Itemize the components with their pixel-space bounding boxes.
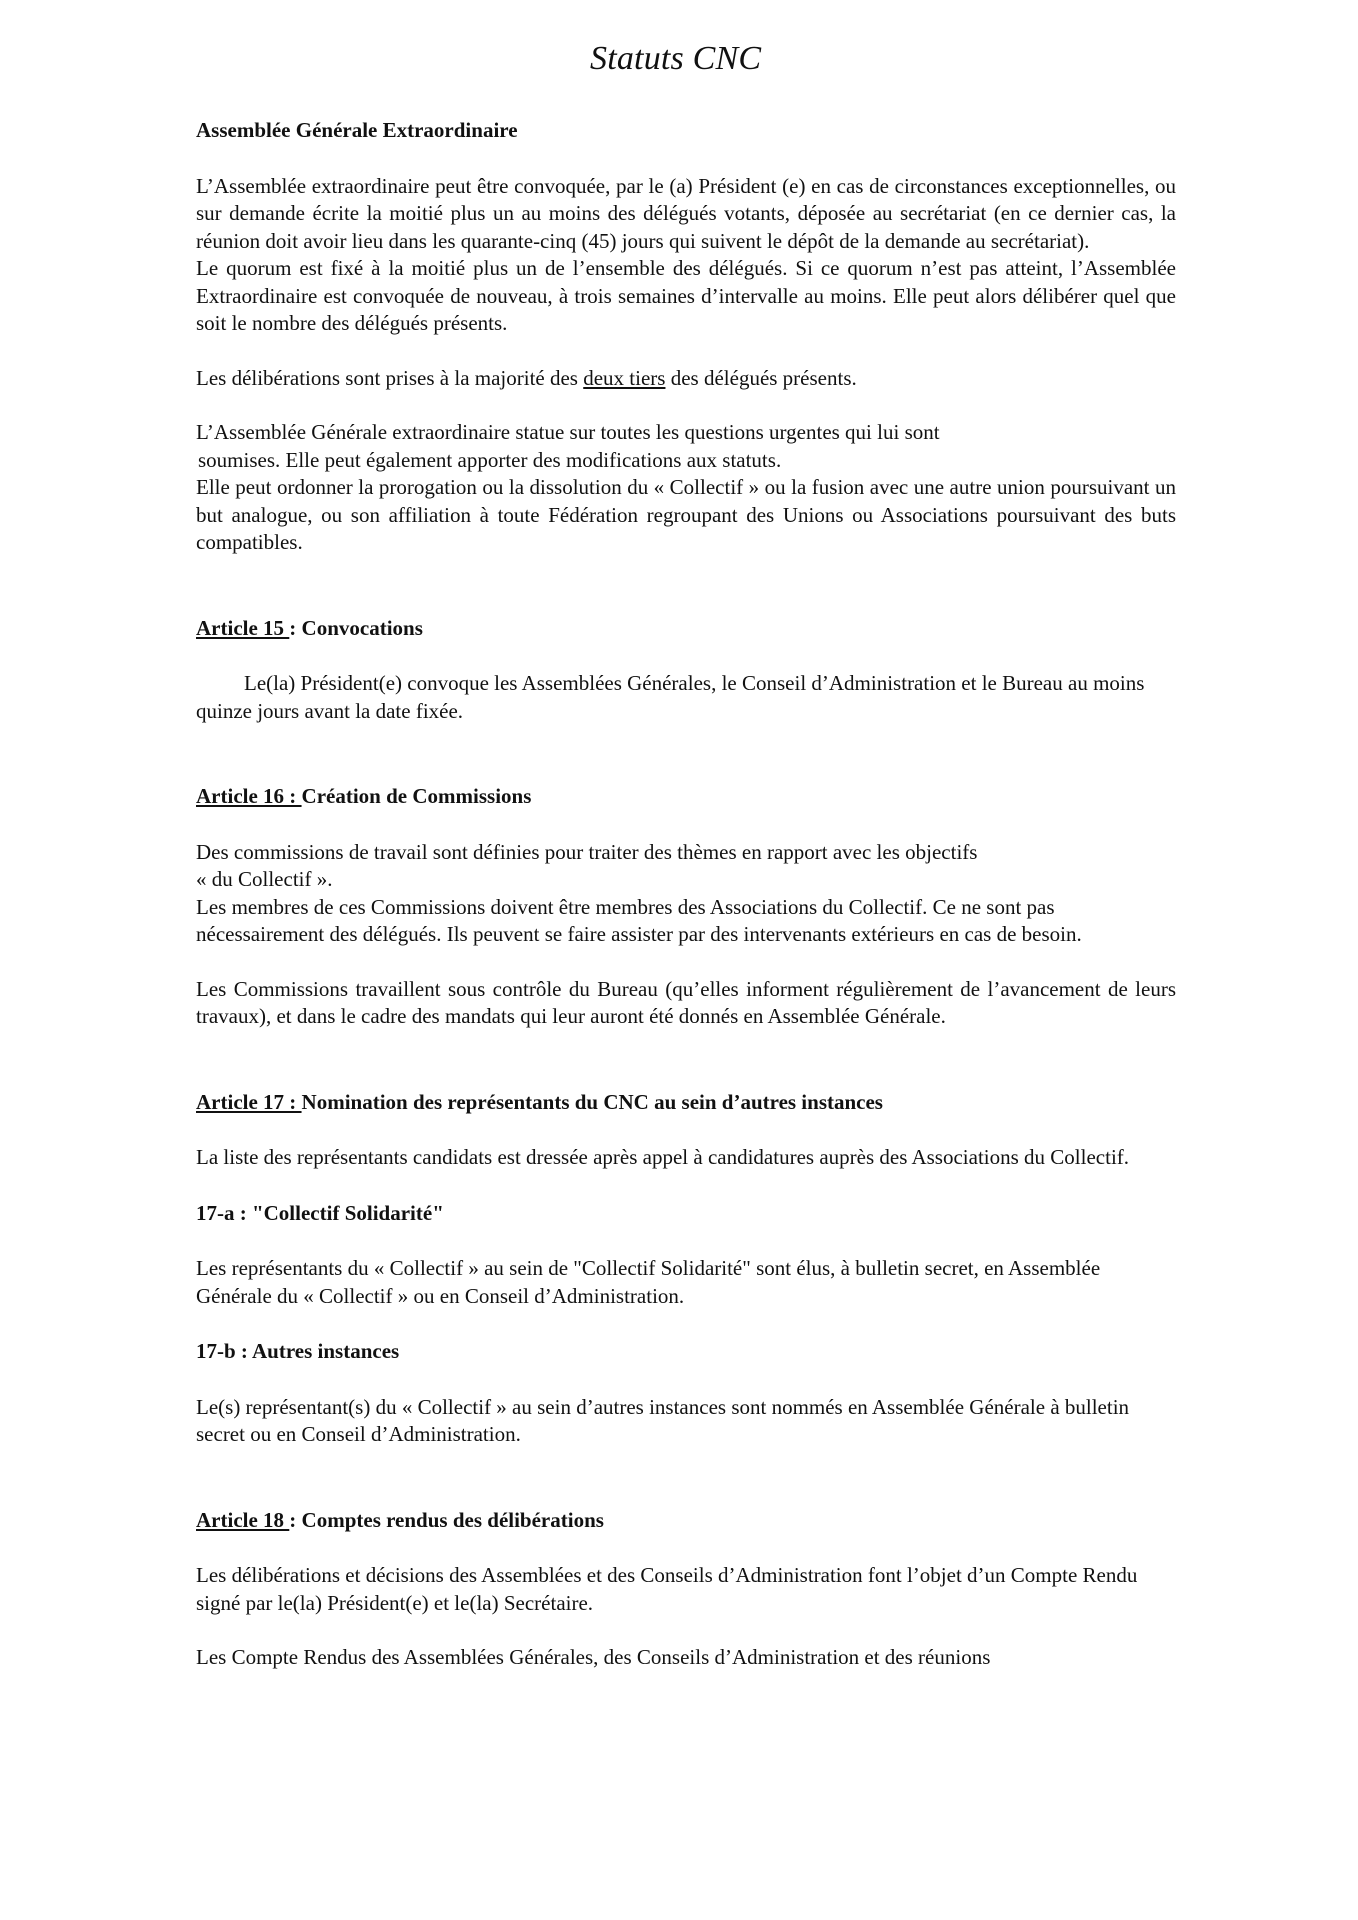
article-17-title: Nomination des représentants du CNC au sein d’autres instances <box>301 1089 883 1114</box>
age-paragraph-3-after: des délégués présents. <box>665 365 857 390</box>
article-15-label: Article 15 <box>196 615 290 640</box>
article-18-paragraph-1: Les délibérations et décisions des Assemblées et des Conseils d’Administration font l’objet d’un Compte Rendu signé par le(la) Président(e) et le(la) Secrétaire. <box>196 1563 1138 1615</box>
article-16-paragraph-1-line-2: « du Collectif ». <box>196 867 333 891</box>
article-17a-heading: 17-a : "Collectif Solidarité" <box>196 1200 444 1225</box>
article-16-title: Création de Commissions <box>301 784 532 808</box>
section-article-17 <box>196 1089 1176 1449</box>
article-16-label: Article 16 : <box>196 784 302 808</box>
article-16-paragraph-1-line-1: Des commissions de travail sont définies pour traiter des thèmes en rapport avec les objectifs <box>196 839 978 864</box>
section-age <box>196 117 1176 557</box>
article-18-heading <box>196 1507 1176 1535</box>
article-15-title: : Convocations <box>289 615 423 640</box>
section-heading-age: Assemblée Générale Extraordinaire <box>196 118 518 142</box>
age-paragraph-2: Le quorum est fixé à la moitié plus un de l’ensemble des délégués. Si ce quorum n’est pas atteint, l’Assemblée Extraordinaire est convoquée de nouveau, à trois semaines d’intervalle au moins. Elle peut alors délibérer quel que soit le nombre des délégués présents. <box>196 256 1176 335</box>
article-16-heading <box>196 783 1176 811</box>
age-paragraph-3 <box>196 365 1176 393</box>
article-17-paragraph-1: La liste des représentants candidats est dressée après appel à candidatures auprès des Associations du Collectif. <box>196 1145 1130 1169</box>
article-15-heading <box>196 615 1176 643</box>
article-18-paragraph-2: Les Compte Rendus des Assemblées Générales, des Conseils d’Administration et des réunions <box>196 1645 991 1669</box>
article-18-title: : Comptes rendus des délibérations <box>289 1507 604 1532</box>
document-body <box>196 117 1176 1672</box>
age-paragraph-3-underlined: deux tiers <box>583 365 666 390</box>
age-paragraph-5: Elle peut ordonner la prorogation ou la dissolution du « Collectif » ou la fusion avec une autre union poursuivant un but analogue, ou son affiliation à toute Fédération regroupant des Unions ou Associations poursuivant des buts compatibles. <box>196 475 1176 554</box>
article-17-heading <box>196 1089 1176 1117</box>
age-paragraph-4-line-2: soumises. Elle peut également apporter des modifications aux statuts. <box>198 447 782 472</box>
article-17a-paragraph-1: Les représentants du « Collectif » au sein de "Collectif Solidarité" sont élus, à bulletin secret, en Assemblée Générale du « Collectif » ou en Conseil d’Administration. <box>196 1256 1101 1308</box>
article-16-paragraph-3: Les Commissions travaillent sous contrôle du Bureau (qu’elles informent régulièrement de l’avancement de leurs travaux), et dans le cadre des mandats qui leur auront été donnés en Assemblée Générale. <box>196 976 1176 1028</box>
article-18-label: Article 18 <box>196 1507 290 1532</box>
article-16-paragraph-2: Les membres de ces Commissions doivent être membres des Associations du Collectif. Ce ne sont pas nécessairement des délégués. Ils peuvent se faire assister par des intervenants extérieurs en cas de besoin. <box>196 894 1082 946</box>
article-17-label: Article 17 : <box>196 1089 302 1114</box>
article-17b-paragraph-1: Le(s) représentant(s) du « Collectif » au sein d’autres instances sont nommés en Assemblée Générale à bulletin secret ou en Conseil d’Administration. <box>196 1394 1130 1446</box>
age-paragraph-4-line-1: L’Assemblée Générale extraordinaire statue sur toutes les questions urgentes qui lui sont <box>196 420 940 444</box>
age-paragraph-3-before: Les délibérations sont prises à la majorité des <box>196 365 584 390</box>
page-header: Statuts CNC <box>590 40 762 77</box>
section-article-16 <box>196 783 1176 1031</box>
age-paragraph-1: L’Assemblée extraordinaire peut être convoquée, par le (a) Président (e) en cas de circonstances exceptionnelles, ou sur demande écrite la moitié plus un au moins des délégués votants, déposée au secrétariat (en ce dernier cas, la réunion doit avoir lieu dans les quarante-cinq (45) jours qui suivent le dépôt de la demande au secrétariat). <box>196 173 1176 253</box>
article-15-paragraph-1: Le(la) Président(e) convoque les Assemblées Générales, le Conseil d’Administration et le Bureau au moins quinze jours avant la date fixée. <box>196 671 1145 723</box>
section-article-18 <box>196 1507 1176 1672</box>
article-17b-heading: 17-b : Autres instances <box>196 1339 400 1363</box>
section-article-15 <box>196 615 1176 726</box>
